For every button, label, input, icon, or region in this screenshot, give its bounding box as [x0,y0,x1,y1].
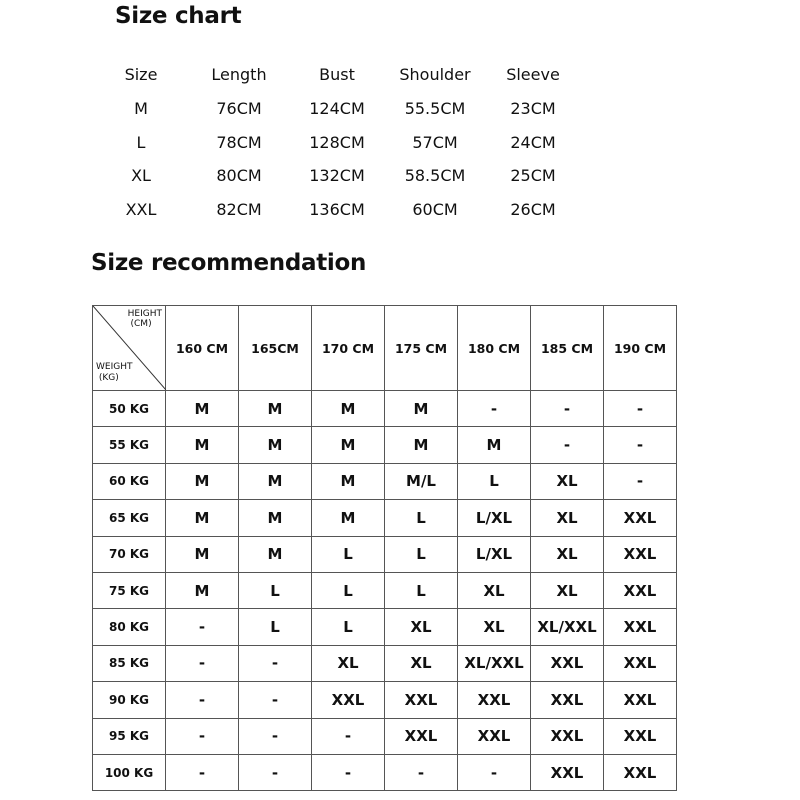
size-cell: M [239,536,312,572]
size-chart-header-row [92,58,582,92]
table-row [93,682,677,718]
size-cell: - [239,754,312,790]
size-chart [92,58,582,226]
table-header-row [93,306,677,391]
corner-weight-unit: (KG) [98,373,119,383]
size-chart-header: Length [211,65,267,85]
height-header: 160 CM [166,306,239,391]
size-chart-header: Bust [319,65,355,85]
size-cell: XXL [604,609,677,645]
size-cell: - [166,718,239,754]
size-cell: XXL [458,718,531,754]
size-cell: - [604,391,677,427]
size-chart-title: Size chart [115,3,242,29]
size-cell: XXL [312,682,385,718]
size-cell: - [458,391,531,427]
size-cell: L [312,609,385,645]
height-header: 165CM [239,306,312,391]
size-chart-cell: 132CM [309,166,365,186]
size-cell: XL [458,572,531,608]
size-recommendation-table [92,305,677,791]
weight-cell: 55 KG [93,427,166,463]
size-chart-row [92,125,582,159]
size-cell: - [531,391,604,427]
size-cell: - [604,463,677,499]
size-cell: XXL [531,645,604,681]
size-cell: M [239,500,312,536]
size-cell: L [312,536,385,572]
size-chart-row [92,159,582,193]
size-chart-cell: 128CM [309,132,365,152]
size-cell: XXL [604,682,677,718]
size-recommendation-title: Size recommendation [91,250,367,276]
size-cell: M [166,572,239,608]
size-cell: L [239,609,312,645]
size-cell: M [239,463,312,499]
size-cell: L [312,572,385,608]
corner-weight-label: WEIGHT [96,362,133,372]
size-cell: M [385,427,458,463]
table-row [93,754,677,790]
size-cell: L [458,463,531,499]
size-cell: - [604,427,677,463]
size-cell: - [166,609,239,645]
size-cell: XXL [458,682,531,718]
size-cell: M [312,427,385,463]
weight-cell: 90 KG [93,682,166,718]
size-cell: M [166,463,239,499]
weight-cell: 85 KG [93,645,166,681]
weight-cell: 75 KG [93,572,166,608]
size-cell: M/L [385,463,458,499]
size-chart-cell: 82CM [216,200,262,220]
height-header: 185 CM [531,306,604,391]
size-chart-cell: M [134,99,148,119]
size-cell: M [312,500,385,536]
size-cell: XXL [604,718,677,754]
size-cell: - [531,427,604,463]
size-chart-header: Sleeve [506,65,560,85]
size-cell: - [239,645,312,681]
size-cell: M [385,391,458,427]
size-chart-cell: 80CM [216,166,262,186]
size-chart-header: Shoulder [399,65,471,85]
table-row [93,427,677,463]
table-row [93,536,677,572]
corner-height-label: HEIGHT [127,309,162,319]
size-cell: - [385,754,458,790]
height-header: 170 CM [312,306,385,391]
table-row [93,645,677,681]
size-cell: XXL [385,718,458,754]
size-cell: XXL [604,572,677,608]
size-chart-cell: 26CM [510,200,556,220]
size-cell: XL/XXL [531,609,604,645]
size-cell: XXL [531,754,604,790]
size-cell: - [166,682,239,718]
size-cell: XL [531,463,604,499]
size-chart-cell: L [136,132,146,152]
size-cell: M [166,391,239,427]
size-chart-cell: 58.5CM [404,166,466,186]
size-cell: - [166,645,239,681]
size-cell: - [312,754,385,790]
size-cell: L [385,572,458,608]
size-cell: XL [531,500,604,536]
size-cell: XXL [531,718,604,754]
size-cell: - [239,682,312,718]
table-row [93,500,677,536]
table-row [93,572,677,608]
size-chart-row [92,193,582,227]
size-cell: XL [531,536,604,572]
size-cell: XXL [531,682,604,718]
size-cell: - [458,754,531,790]
table-row [93,463,677,499]
weight-cell: 60 KG [93,463,166,499]
size-cell: M [166,427,239,463]
size-cell: XXL [385,682,458,718]
size-chart-cell: 60CM [412,200,458,220]
size-cell: XL/XXL [458,645,531,681]
size-cell: XL [531,572,604,608]
size-chart-row [92,92,582,126]
table-row [93,609,677,645]
corner-height-unit: (CM) [130,319,152,329]
height-header: 175 CM [385,306,458,391]
size-chart-cell: 55.5CM [404,99,466,119]
size-cell: M [239,391,312,427]
size-cell: M [458,427,531,463]
size-cell: XXL [604,536,677,572]
table-row [93,718,677,754]
size-cell: M [166,500,239,536]
weight-cell: 95 KG [93,718,166,754]
size-cell: XXL [604,500,677,536]
size-chart-cell: XL [131,166,151,186]
size-cell: XXL [604,754,677,790]
weight-cell: 80 KG [93,609,166,645]
size-chart-cell: 78CM [216,132,262,152]
size-cell: L [385,536,458,572]
weight-cell: 65 KG [93,500,166,536]
size-cell: XXL [604,645,677,681]
size-chart-cell: 23CM [510,99,556,119]
size-cell: L [385,500,458,536]
size-chart-cell: 124CM [309,99,365,119]
size-cell: - [166,754,239,790]
size-chart-cell: 57CM [412,132,458,152]
size-cell: XL [385,645,458,681]
size-cell: XL [458,609,531,645]
size-cell: XL [312,645,385,681]
weight-cell: 100 KG [93,754,166,790]
height-header: 190 CM [604,306,677,391]
size-cell: M [239,427,312,463]
size-cell: L/XL [458,500,531,536]
size-chart-cell: 136CM [309,200,365,220]
size-cell: - [312,718,385,754]
height-header: 180 CM [458,306,531,391]
corner-cell [93,306,166,391]
size-cell: M [312,391,385,427]
table-row [93,391,677,427]
size-cell: M [166,536,239,572]
weight-cell: 70 KG [93,536,166,572]
size-cell: L [239,572,312,608]
size-chart-cell: 24CM [510,132,556,152]
size-chart-cell: 76CM [216,99,262,119]
size-cell: XL [385,609,458,645]
size-chart-cell: XXL [125,200,157,220]
size-chart-cell: 25CM [510,166,556,186]
size-chart-header: Size [124,65,158,85]
weight-cell: 50 KG [93,391,166,427]
size-cell: M [312,463,385,499]
size-cell: L/XL [458,536,531,572]
size-cell: - [239,718,312,754]
